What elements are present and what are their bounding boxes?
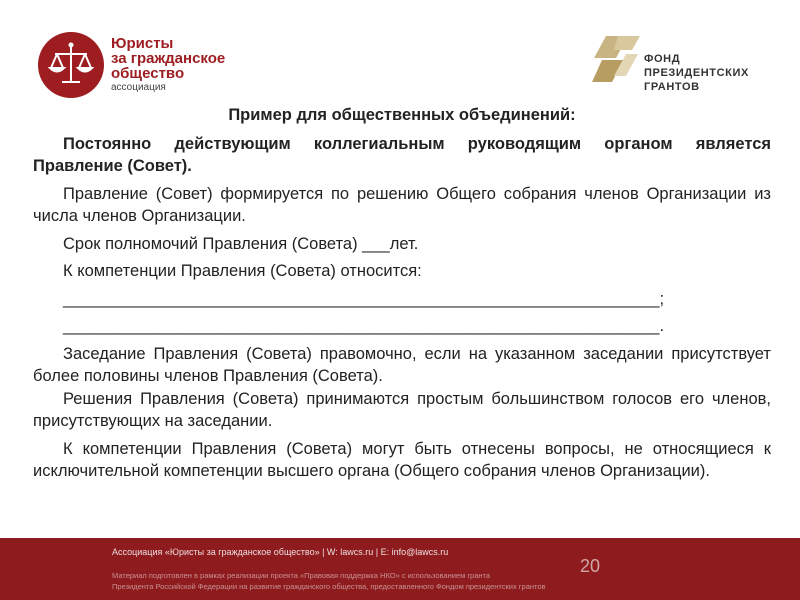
paragraph-3: Срок полномочий Правления (Совета) ___лет. bbox=[63, 234, 419, 253]
logo-line-4: ассоциация bbox=[111, 82, 166, 93]
footer-contacts: Ассоциация «Юристы за гражданское общество» | W: lawcs.ru | E: info@lawcs.ru bbox=[112, 547, 449, 557]
paragraph-6: Решения Правления (Совета) принимаются простым большинством голосов его членов, присутствующих на заседании. bbox=[33, 389, 771, 430]
slide-content bbox=[33, 104, 771, 483]
fund-line-2: ПРЕЗИДЕНТСКИХ bbox=[644, 67, 749, 79]
lawyers-association-logo bbox=[38, 30, 268, 102]
fund-line-3: ГРАНТОВ bbox=[644, 81, 700, 93]
paragraph-1: Постоянно действующим коллегиальным руководящим органом является Правление (Совет). bbox=[33, 134, 771, 175]
paragraph-5: Заседание Правления (Совета) правомочно, если на указанном заседании присутствует более половины членов Правления (Совета). bbox=[33, 344, 771, 385]
footer-bar bbox=[0, 538, 800, 600]
fund-line-1: ФОНД bbox=[644, 53, 681, 65]
slide-title: Пример для общественных объединений: bbox=[228, 106, 576, 124]
page-number: 20 bbox=[580, 556, 601, 576]
grants-fund-icon bbox=[592, 36, 642, 82]
footer-grant-note-1: Материал подготовлен в рамках реализации проекта «Правовая поддержка НКО» с использованием гранта bbox=[112, 571, 491, 580]
blank-line-1: _________________________________________________________________; bbox=[63, 289, 665, 308]
logo-line-3: общество bbox=[111, 65, 185, 82]
scales-icon bbox=[38, 32, 104, 98]
presidential-grants-fund-logo bbox=[592, 36, 782, 96]
paragraph-4: К компетенции Правления (Совета) относится: bbox=[63, 262, 422, 280]
paragraph-7: К компетенции Правления (Совета) могут быть отнесены вопросы, не относящиеся к исключительной компетенции высшего органа (Общего собрания членов Организации). bbox=[33, 439, 771, 480]
paragraph-2: Правление (Совет) формируется по решению Общего собрания членов Организации из числа членов Организации. bbox=[33, 184, 771, 225]
footer-grant-note-2: Президента Российской Федерации на развитие гражданского общества, предоставленного Фондом президентских грантов bbox=[112, 582, 546, 591]
logo-line-1: Юристы bbox=[111, 35, 174, 52]
blank-line-2: _________________________________________________________________. bbox=[63, 317, 665, 335]
logo-line-2: за гражданское bbox=[111, 50, 226, 67]
